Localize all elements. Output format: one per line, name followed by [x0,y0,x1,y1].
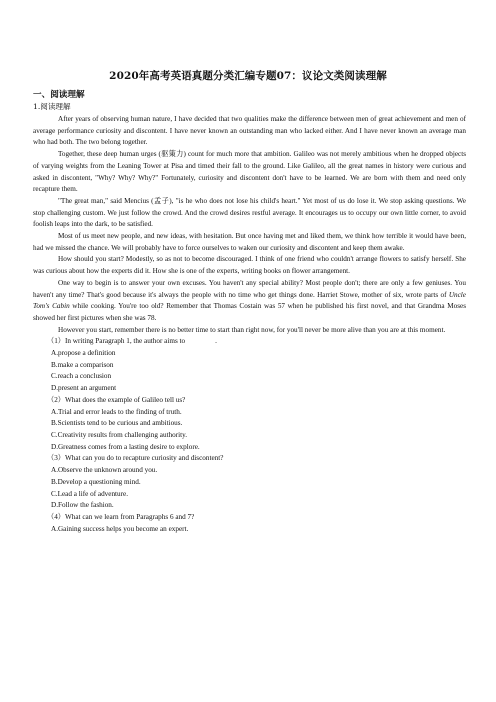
answer-option: B.Scientists tend to be curious and ambitious. [51,419,183,428]
document-title: 2020年高考英语真题分类汇编专题07：议论文类阅读理解 [109,70,387,82]
question-stem [33,336,466,348]
question-end: . [215,337,217,346]
answer-option: C.reach a conclusion [51,372,112,381]
question-text: （1）In writing Paragraph 1, the author aims to [47,337,186,346]
paragraph: After years of observing human nature, I have decided that two qualities make the difference between men of great achievement and men of average performance curiosity and discontent. I have never known an outstanding man who lacked either. And I have never known an average man who had both. The two belong together. [33,115,466,147]
answer-option: D.Greatness comes from a lasting desire to explore. [51,442,200,451]
answer-option: B.make a comparison [51,360,114,369]
passage-body [33,114,466,535]
answer-option: B.Develop a questioning mind. [51,477,141,486]
answer-option: A.Observe the unknown around you. [51,466,158,475]
answer-option: C.Lead a life of adventure. [51,489,129,498]
paragraph [33,278,466,325]
answer-option: A.Gaining success helps you become an expert. [51,524,189,533]
answer-option: A.propose a definition [51,349,116,358]
question-number: 1.阅读理解 [33,102,71,111]
answer-option: D.present an argument [51,384,117,393]
answer-option: A.Trial and error leads to the finding of truth. [51,407,182,416]
question-stem: （4）What can we learn from Paragraphs 6 and 7? [47,512,195,521]
answer-option: D.Follow the fashion. [51,501,114,510]
paragraph: "The great man," said Mencius (孟子), "is he who does not lose his child's heart." Yet most of us do lose it. We stop asking questions. We stop challenging custom. We just follow the crowd. And the crowd desires restful average. It encourages us to occupy our own little corner, to avoid foolish leaps into the dark, to be satisfied. [33,196,466,229]
paragraph-text: One way to begin is to answer your own excuses. You haven't any special ability? Most people don't; there are only a few geniuses. You haven't any time? That's good because it's always the people with no time who get things done. Harriet Stowe, mother of six, wrote parts of [33,278,466,299]
question-stem: （2）What does the example of Galileo tell us? [47,395,186,404]
paragraph: However you start, remember there is no better time to start than right now, for you'll never be more alive than you are at this moment. [58,325,446,334]
question-stem: （3）What can you do to recapture curiosity and discontent? [47,454,224,463]
paragraph: How should you start? Modestly, so as not to become discouraged. I think of one friend who couldn't arrange flowers to satisfy herself. She was curious about how the experts did it. How she is one of the experts, writing books on flower arrangement. [33,255,466,276]
section-heading: 一、阅读理解 [33,90,85,100]
book-title: Uncle Tom's Cabin [33,290,466,311]
paragraph: Together, these deep human urges (驱策力) count for much more that ambition. Galileo was not merely ambitious when he dropped objects of varying weights from the Leaning Tower at Pisa and timed their fall to the ground. Like Galileo, all the great names in history were curious and asked in discontent, "Why? Why? Why?" Fortunately, curiosity and discontent don't have to be learned. We are born with them and need only recapture them. [33,150,466,194]
paragraph: Most of us meet new people, and new ideas, with hesitation. But once having met and liked them, we think how terrible it would have been, had we missed the chance. We will probably have to force ourselves to waken our curiosity and discontent and keep them awake. [33,232,466,252]
paragraph-text: while cooking. You're too old? Remember that Thomas Costain was 57 when he published his first novel, and that Grandma Moses showed her first pictures when she was 78. [33,302,466,322]
answer-option: C.Creativity results from challenging authority. [51,430,188,439]
